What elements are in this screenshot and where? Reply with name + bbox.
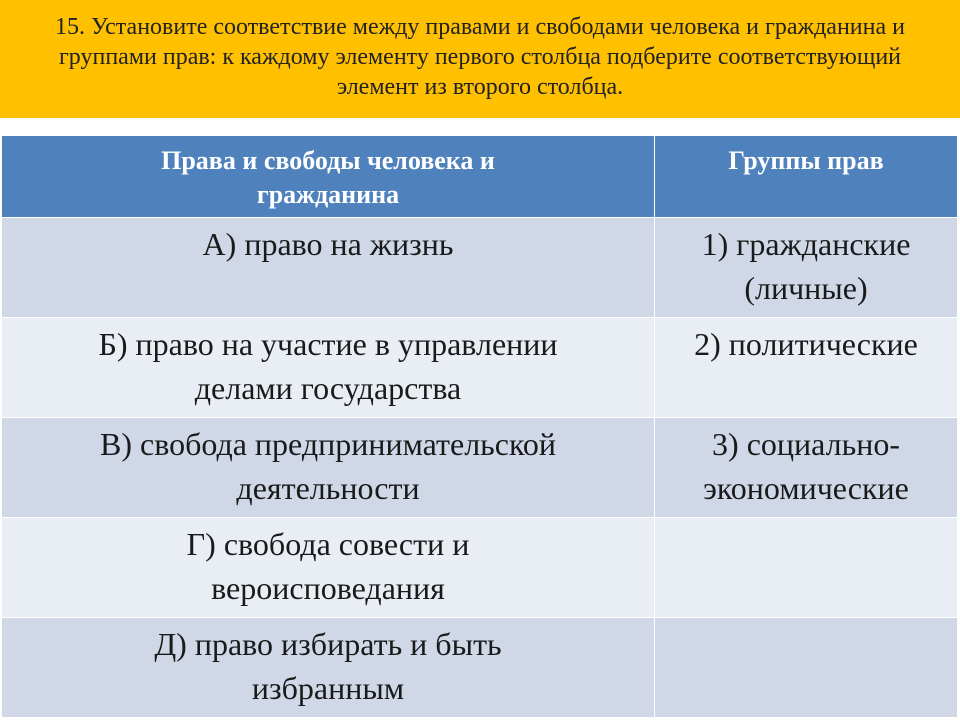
task-title-banner: [0, 0, 960, 118]
table-header-row: [2, 136, 958, 218]
right-cell-a: А) право на жизнь: [2, 218, 655, 318]
group-cell-2: 2) политические: [655, 318, 958, 418]
header-rights: Права и свободы человека и гражданина: [2, 136, 655, 218]
group-cell-empty-4: [655, 518, 958, 618]
group-cell-1: 1) гражданские (личные): [655, 218, 958, 318]
group-cell-3: 3) социально-экономические: [655, 418, 958, 518]
table-row: [2, 318, 958, 418]
table-row: [2, 218, 958, 318]
matching-table: [1, 135, 958, 718]
group-cell-empty-5: [655, 618, 958, 718]
task-title: 15. Установите соответствие между правами и свободами человека и гражданина и группами прав: к каждому элементу первого столбца подберите соответствующий элемент из второго столбца.: [55, 14, 905, 100]
right-cell-d: Д) право избирать и быть избранным: [2, 618, 655, 718]
table-row: [2, 518, 958, 618]
table-row: [2, 618, 958, 718]
table-row: [2, 418, 958, 518]
right-cell-v: В) свобода предпринимательской деятельности: [2, 418, 655, 518]
right-cell-b: Б) право на участие в управлении делами государства: [2, 318, 655, 418]
header-groups: Группы прав: [655, 136, 958, 218]
matching-table-container: [1, 135, 957, 718]
right-cell-g: Г) свобода совести и вероисповедания: [2, 518, 655, 618]
